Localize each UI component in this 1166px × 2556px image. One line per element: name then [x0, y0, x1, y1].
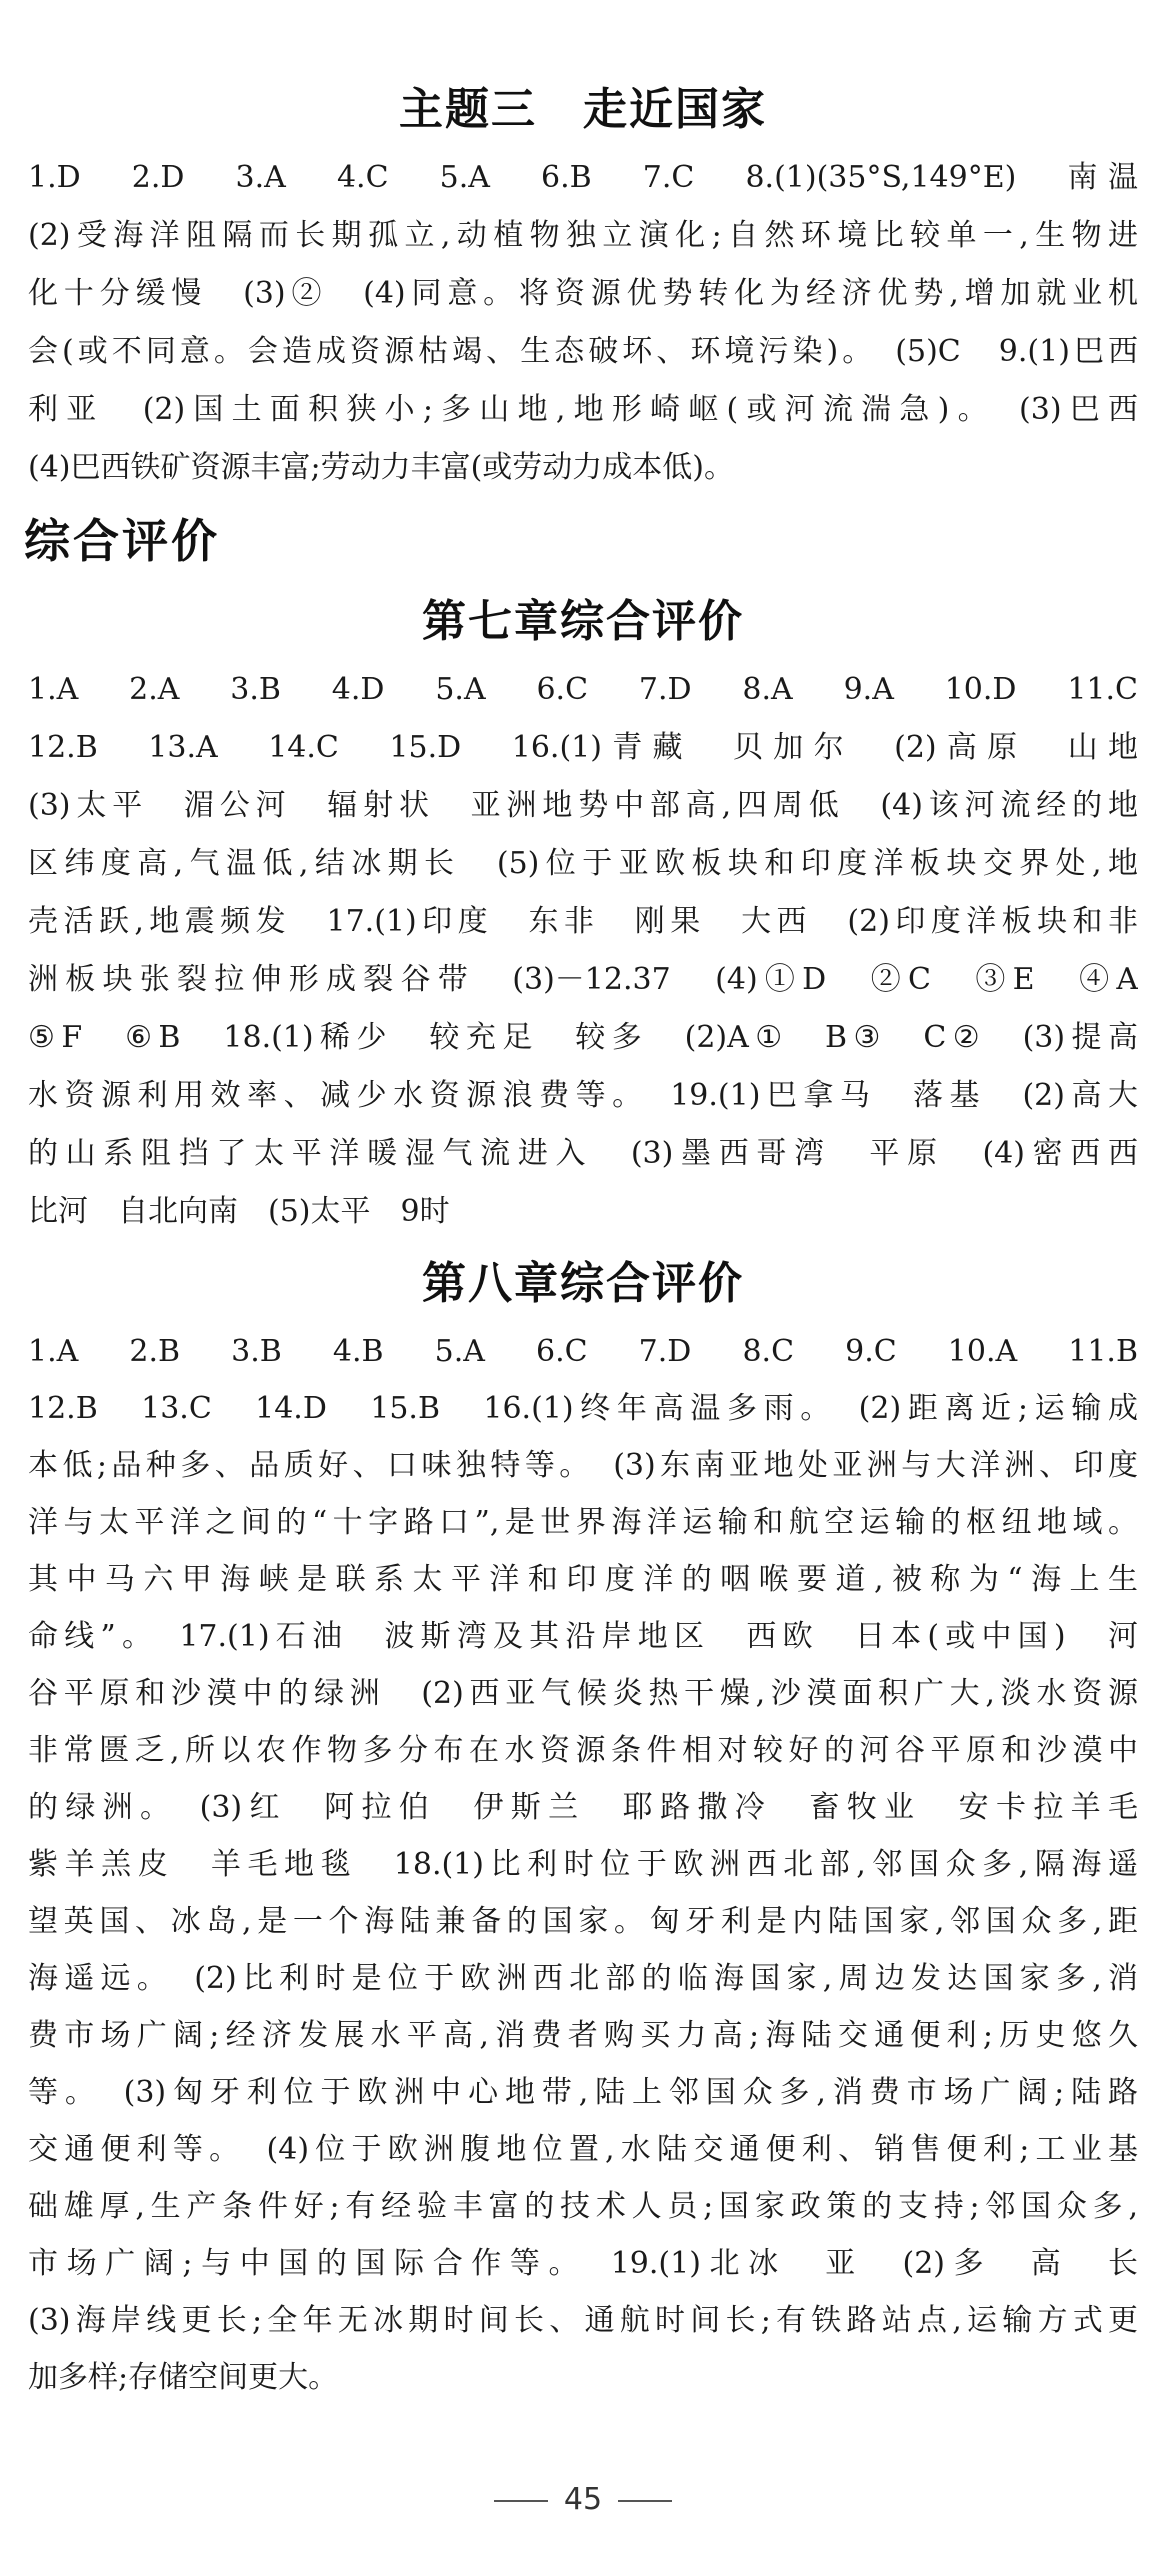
ch8-line-17: 市场广阔;与中国的国际合作等。 19.(1)北冰 亚 (2)多 高 长	[28, 2246, 1138, 2281]
theme3-line-4: 会(或不同意。会造成资源枯竭、生态破坏、环境污染)。 (5)C 9.(1)巴西	[28, 334, 1138, 369]
heading-ch7: 第七章综合评价	[422, 596, 744, 647]
heading-ch8: 第八章综合评价	[422, 1258, 744, 1309]
footer-dash-right	[618, 2500, 672, 2502]
ch7-line-1: 1.A 2.A 3.B 4.D 5.A 6.C 7.D 8.A 9.A 10.D 11.C	[28, 672, 1138, 707]
ch8-line-14: 等。 (3)匈牙利位于欧洲中心地带,陆上邻国众多,消费市场广阔;陆路	[28, 2075, 1138, 2110]
ch8-line-9: 的绿洲。 (3)红 阿拉伯 伊斯兰 耶路撒冷 畜牧业 安卡拉羊毛	[28, 1790, 1138, 1825]
ch7-line-6: 洲板块张裂拉伸形成裂谷带 (3)－12.37 (4)①D ②C ③E ④A	[28, 962, 1138, 997]
theme3-line-3: 化十分缓慢 (3)② (4)同意。将资源优势转化为经济优势,增加就业机	[28, 276, 1138, 311]
ch7-line-3: (3)太平 湄公河 辐射状 亚洲地势中部高,四周低 (4)该河流经的地	[28, 788, 1138, 823]
ch8-line-11: 望英国、冰岛,是一个海陆兼备的国家。匈牙利是内陆国家,邻国众多,距	[28, 1904, 1138, 1939]
page-number: 45	[563, 2482, 603, 2517]
heading-theme3: 主题三 走近国家	[399, 84, 767, 135]
ch8-line-13: 费市场广阔;经济发展水平高,消费者购买力高;海陆交通便利;历史悠久	[28, 2018, 1138, 2053]
ch7-line-7: ⑤F ⑥B 18.(1)稀少 较充足 较多 (2)A① B③ C② (3)提高	[28, 1020, 1138, 1055]
ch8-line-8: 非常匮乏,所以农作物多分布在水资源条件相对较好的河谷平原和沙漠中	[28, 1733, 1138, 1768]
ch8-line-10: 紫羊羔皮 羊毛地毯 18.(1)比利时位于欧洲西北部,邻国众多,隔海遥	[28, 1847, 1138, 1882]
ch8-line-4: 洋与太平洋之间的“十字路口”,是世界海洋运输和航空运输的枢纽地域。	[28, 1505, 1138, 1540]
ch8-line-3: 本低;品种多、品质好、口味独特等。 (3)东南亚地处亚洲与大洋洲、印度	[28, 1448, 1138, 1483]
ch7-line-2: 12.B 13.A 14.C 15.D 16.(1)青藏 贝加尔 (2)高原 山地	[28, 730, 1138, 765]
heading-eval: 综合评价	[24, 514, 220, 568]
ch8-line-7: 谷平原和沙漠中的绿洲 (2)西亚气候炎热干燥,沙漠面积广大,淡水资源	[28, 1676, 1138, 1711]
page-footer	[0, 2478, 1166, 2522]
ch8-line-18: (3)海岸线更长;全年无冰期时间长、通航时间长;有铁路站点,运输方式更	[28, 2303, 1138, 2338]
ch8-line-16: 础雄厚,生产条件好;有经验丰富的技术人员;国家政策的支持;邻国众多,	[28, 2189, 1138, 2224]
ch8-line-1: 1.A 2.B 3.B 4.B 5.A 6.C 7.D 8.C 9.C 10.A 11.B	[28, 1334, 1138, 1369]
ch7-line-8: 水资源利用效率、减少水资源浪费等。 19.(1)巴拿马 落基 (2)高大	[28, 1078, 1138, 1113]
ch8-line-2: 12.B 13.C 14.D 15.B 16.(1)终年高温多雨。 (2)距离近;运输成	[28, 1391, 1138, 1426]
ch8-line-5: 其中马六甲海峡是联系太平洋和印度洋的咽喉要道,被称为“海上生	[28, 1562, 1138, 1597]
ch8-line-15: 交通便利等。 (4)位于欧洲腹地位置,水陆交通便利、销售便利;工业基	[28, 2132, 1138, 2167]
ch7-line-5: 壳活跃,地震频发 17.(1)印度 东非 刚果 大西 (2)印度洋板块和非	[28, 904, 1138, 939]
ch8-line-6: 命线”。 17.(1)石油 波斯湾及其沿岸地区 西欧 日本(或中国) 河	[28, 1619, 1138, 1654]
ch8-line-12: 海遥远。 (2)比利时是位于欧洲西北部的临海国家,周边发达国家多,消	[28, 1961, 1138, 1996]
footer-dash-left	[494, 2500, 548, 2502]
theme3-line-5: 利亚 (2)国土面积狭小;多山地,地形崎岖(或河流湍急)。 (3)巴西	[28, 392, 1138, 427]
ch7-line-9: 的山系阻挡了太平洋暖湿气流进入 (3)墨西哥湾 平原 (4)密西西	[28, 1136, 1138, 1171]
ch8-line-19: 加多样;存储空间更大。	[28, 2360, 339, 2395]
theme3-line-1: 1.D 2.D 3.A 4.C 5.A 6.B 7.C 8.(1)(35°S,149°E) 南温	[28, 160, 1138, 195]
theme3-line-2: (2)受海洋阻隔而长期孤立,动植物独立演化;自然环境比较单一,生物进	[28, 218, 1138, 253]
theme3-line-6: (4)巴西铁矿资源丰富;劳动力丰富(或劳动力成本低)。	[28, 450, 735, 485]
ch7-line-4: 区纬度高,气温低,结冰期长 (5)位于亚欧板块和印度洋板块交界处,地	[28, 846, 1138, 881]
ch7-line-10: 比河 自北向南 (5)太平 9时	[28, 1194, 450, 1229]
